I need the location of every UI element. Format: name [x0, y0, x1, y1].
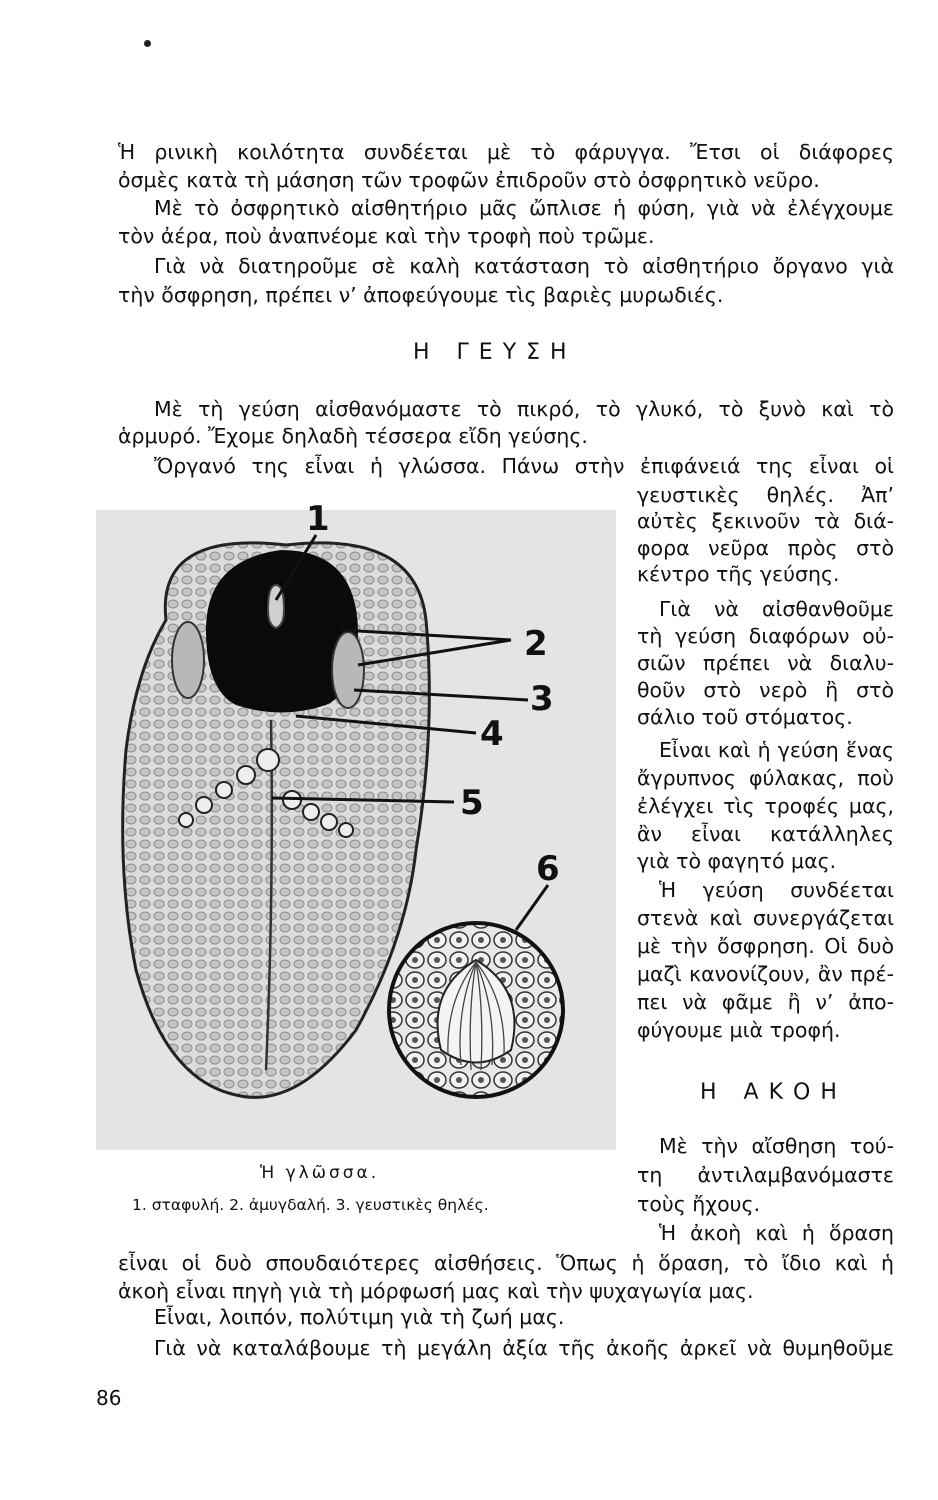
text-line: τὸν ἀέρα, ποὺ ἀναπνέομε καὶ τὴν τροφὴ ποὺ τρῶμε. — [118, 224, 655, 248]
text-line: Ἡ ρινικὴ κοιλότητα συνδέεται μὲ τὸ φάρυγγα. Ἔτσι οἱ διάφορες — [118, 140, 894, 164]
text-line: Γιὰ νὰ καταλάβουμε τὴ μεγάλη ἀξία τῆς ἀκοῆς ἀρκεῖ νὰ θυμηθοῦμε — [154, 1336, 894, 1360]
text-line: ἀκοὴ εἶναι πηγὴ γιὰ τὴ μόρφωσή μας καὶ τὴν ψυχαγωγία μας. — [118, 1279, 754, 1303]
column-line: ἄγρυπνος φύλακας, ποὺ — [637, 766, 894, 790]
tongue-drawing — [96, 490, 616, 1150]
text-line: Μὲ τὴ γεύση αἰσθανόμαστε τὸ πικρό, τὸ γλυκό, τὸ ξυνὸ καὶ τὸ — [154, 397, 894, 421]
column-line: μαζὶ κανονίζουν, ἂν πρέ- — [637, 962, 894, 986]
column-line: γευστικὲς θηλές. Ἀπ’ — [637, 483, 894, 507]
text-line: Μὲ τὸ ὀσφρητικὸ αἰσθητήριο μᾶς ὤπλισε ἡ φύση, γιὰ νὰ ἐλέγχουμε — [154, 196, 894, 220]
label-2: 2 — [524, 624, 548, 664]
section-heading: Η ΓΕΥΣΗ — [413, 340, 577, 365]
figure-caption-legend: 1. σταφυλή. 2. ἀμυγδαλή. 3. γευστικὲς θηλές. — [132, 1196, 489, 1214]
column-line: σάλιο τοῦ στόματος. — [637, 705, 853, 729]
text-line: Ὄργανό της εἶναι ἡ γλώσσα. Πάνω στὴν ἐπιφάνειά της εἶναι οἱ — [154, 454, 894, 478]
column-line: αὐτὲς ξεκινοῦν τὰ διά- — [637, 509, 894, 533]
column-line: Γιὰ νὰ αἰσθανθοῦμε — [659, 597, 894, 621]
column-line: ἐλέγχει τὶς τροφές μας, — [637, 794, 894, 818]
figure-caption-title: Ἡ γλῶσσα. — [260, 1163, 380, 1183]
column-line: φύγουμε μιὰ τροφή. — [637, 1018, 841, 1042]
column-line: γιὰ τὸ φαγητό μας. — [637, 849, 837, 873]
column-line: Ἡ ἀκοὴ καὶ ἡ ὅραση — [659, 1221, 894, 1245]
column-line: πει νὰ φᾶμε ἢ ν’ ἀπο- — [637, 990, 894, 1014]
column-line: μὲ τὴν ὄσφρηση. Οἱ δυὸ — [637, 934, 894, 958]
text-line: Εἶναι, λοιπόν, πολύτιμη γιὰ τὴ ζωή μας. — [154, 1305, 565, 1329]
label-1: 1 — [306, 499, 330, 539]
column-line: σιῶν πρέπει νὰ διαλυ- — [637, 651, 894, 675]
left-tonsil — [172, 622, 204, 698]
column-line: Μὲ τὴν αἴσθηση τού- — [659, 1134, 894, 1158]
label-3: 3 — [530, 679, 554, 719]
column-line: τὴ γεύση διαφόρων οὐ- — [637, 624, 894, 648]
page-number: 86 — [96, 1386, 122, 1410]
text-line: τὴν ὄσφρηση, πρέπει ν’ ἀποφεύγουμε τὶς βαριὲς μυρωδιές. — [118, 283, 724, 307]
text-line: εἶναι οἱ δυὸ σπουδαιότερες αἰσθήσεις. Ὅπως ἡ ὅραση, τὸ ἴδιο καὶ ἡ — [118, 1251, 894, 1275]
column-line: τοὺς ἤχους. — [637, 1192, 761, 1216]
tongue-illustration — [96, 490, 616, 1150]
column-line: κέντρο τῆς γεύσης. — [637, 562, 840, 586]
label-4: 4 — [480, 714, 504, 754]
column-line: ἂν εἶναι κατάλληλες — [637, 822, 894, 846]
section-heading: Η ΑΚΟΗ — [700, 1080, 847, 1105]
column-line: στενὰ καὶ συνεργάζεται — [637, 906, 894, 930]
column-line: φορα νεῦρα πρὸς στὸ — [637, 536, 894, 560]
column-line: τη ἀντιλαμβανόμαστε — [637, 1163, 894, 1187]
text-line: ἁρμυρό. Ἔχομε δηλαδὴ τέσσερα εἴδη γεύσης. — [118, 424, 588, 448]
column-line: Ἡ γεύση συνδέεται — [659, 878, 894, 902]
ink-mark — [144, 40, 151, 47]
text-line: ὀσμὲς κατὰ τὴ μάσηση τῶν τροφῶν ἐπιδροῦν στὸ ὀσφρητικὸ νεῦρο. — [118, 168, 820, 192]
text-line: Γιὰ νὰ διατηροῦμε σὲ καλὴ κατάσταση τὸ αἰσθητήριο ὄργανο γιὰ — [154, 254, 894, 278]
column-line: θοῦν στὸ νερὸ ἢ στὸ — [637, 678, 894, 702]
right-tonsil — [332, 632, 364, 708]
label-5: 5 — [460, 783, 484, 823]
label-6: 6 — [536, 849, 560, 889]
column-line: Εἶναι καὶ ἡ γεύση ἕνας — [659, 738, 894, 762]
